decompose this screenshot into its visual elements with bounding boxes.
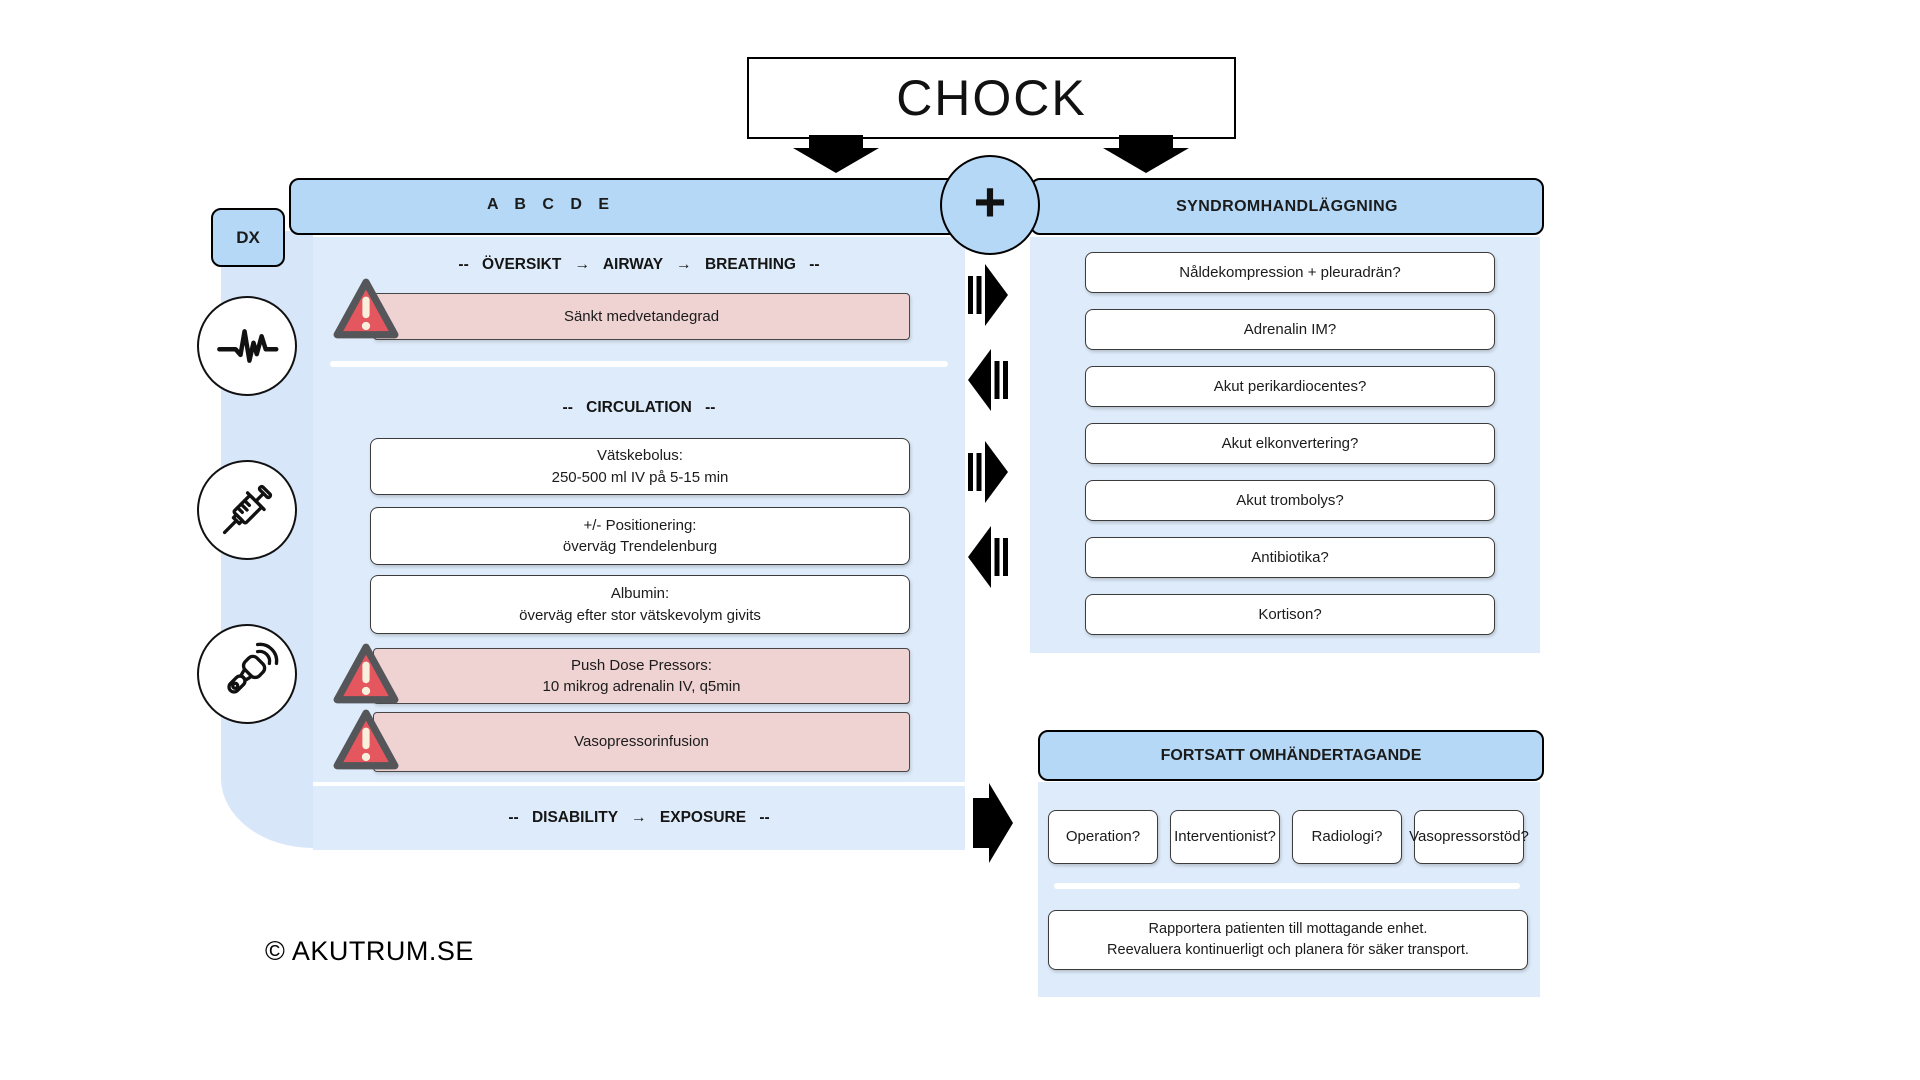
section-disability-exposure: -- DISABILITY → EXPOSURE -- <box>313 786 965 850</box>
handover-note-line: Rapportera patienten till mottagande enhet. <box>1148 921 1428 938</box>
down-block-arrow-icon <box>793 135 879 173</box>
treatment-line: Vätskebolus: <box>597 447 683 465</box>
syndrome-header: SYNDROMHANDLÄGGNING <box>1030 178 1544 235</box>
section-circulation: -- CIRCULATION -- <box>562 399 716 416</box>
fastforward-right-icon <box>968 263 1008 327</box>
syndrome-item <box>1085 537 1495 578</box>
treatment-line: överväg Trendelenburg <box>562 538 718 555</box>
treatment-box-positioning <box>370 507 910 565</box>
plus-glyph: + <box>973 169 1007 233</box>
continued-header: FORTSATT OMHÄNDERTAGANDE <box>1038 730 1544 781</box>
page-title: CHOCK <box>896 70 1087 126</box>
syndrome-item-label: Akut perikardiocentes? <box>1213 377 1367 395</box>
syndrome-item <box>1085 366 1495 407</box>
warning-icon <box>332 708 400 774</box>
treatment-line: Albumin: <box>610 585 670 603</box>
treatment-box-fluid-bolus <box>370 438 910 495</box>
handover-note-line: Reevaluera kontinuerligt och planera för säker transport. <box>1107 942 1469 958</box>
plus-icon <box>940 155 1040 255</box>
fastforward-left-icon <box>968 525 1008 589</box>
warning-row-push-dose-pressors <box>373 648 910 704</box>
syndrome-item <box>1085 309 1495 350</box>
warning-label: Vasopressorinfusion <box>574 733 709 751</box>
right-block-arrow-icon <box>973 783 1013 863</box>
syndrome-item-label: Nåldekompression + pleuradrän? <box>1179 263 1401 281</box>
warning-icon <box>332 642 400 708</box>
section-oversikt-airway-breathing: -- ÖVERSIKT → AIRWAY → BREATHING -- <box>458 256 820 273</box>
continued-item-label: Radiologi? <box>1311 828 1383 846</box>
abcde-label: A B C D E <box>486 195 610 213</box>
down-block-arrow-icon <box>1103 135 1189 173</box>
continued-item <box>1170 810 1280 864</box>
warning-line: Push Dose Pressors: <box>571 656 712 674</box>
continued-item <box>1292 810 1402 864</box>
syndrome-item-label: Kortison? <box>1258 605 1322 623</box>
continued-item <box>1409 810 1529 864</box>
section-divider <box>1054 883 1520 889</box>
continued-item-label: Interventionist? <box>1174 828 1276 846</box>
continued-item-label: Operation? <box>1065 828 1141 846</box>
warning-row-consciousness <box>373 293 910 340</box>
syndrome-item-label: Antibiotika? <box>1251 548 1329 566</box>
treatment-line: 250-500 ml IV på 5-15 min <box>551 468 729 486</box>
section-divider <box>330 361 948 367</box>
ultrasound-probe-icon <box>197 624 297 724</box>
fastforward-right-icon <box>968 440 1008 504</box>
syndrome-item-label: Akut elkonvertering? <box>1221 434 1359 452</box>
syndrome-item-label: Akut trombolys? <box>1236 491 1344 509</box>
treatment-line: överväg efter stor vätskevolym givits <box>519 606 761 624</box>
syndrome-item <box>1085 594 1495 635</box>
continued-item <box>1048 810 1158 864</box>
treatment-box-albumin <box>370 575 910 634</box>
treatment-line: +/- Positionering: <box>583 516 697 534</box>
syndrome-item <box>1085 423 1495 464</box>
syndrome-item-label: Adrenalin IM? <box>1243 320 1337 338</box>
syndrome-item <box>1085 480 1495 521</box>
continued-item-label: Vasopressorstöd? <box>1409 828 1529 846</box>
syndrome-item <box>1085 252 1495 293</box>
fastforward-left-icon <box>968 348 1008 412</box>
page-title-box <box>747 57 1236 139</box>
warning-row-vasopressor-infusion <box>373 712 910 772</box>
ecg-icon <box>197 296 297 396</box>
syringe-icon <box>197 460 297 560</box>
warning-label: Sänkt medvetandegrad <box>563 307 720 325</box>
warning-line: 10 mikrog adrenalin IV, q5min <box>542 678 741 695</box>
warning-icon <box>332 277 400 343</box>
handover-note-box <box>1048 910 1528 970</box>
dx-badge: DX <box>211 208 285 267</box>
copyright-watermark: © AKUTRUM.SE <box>265 936 474 966</box>
